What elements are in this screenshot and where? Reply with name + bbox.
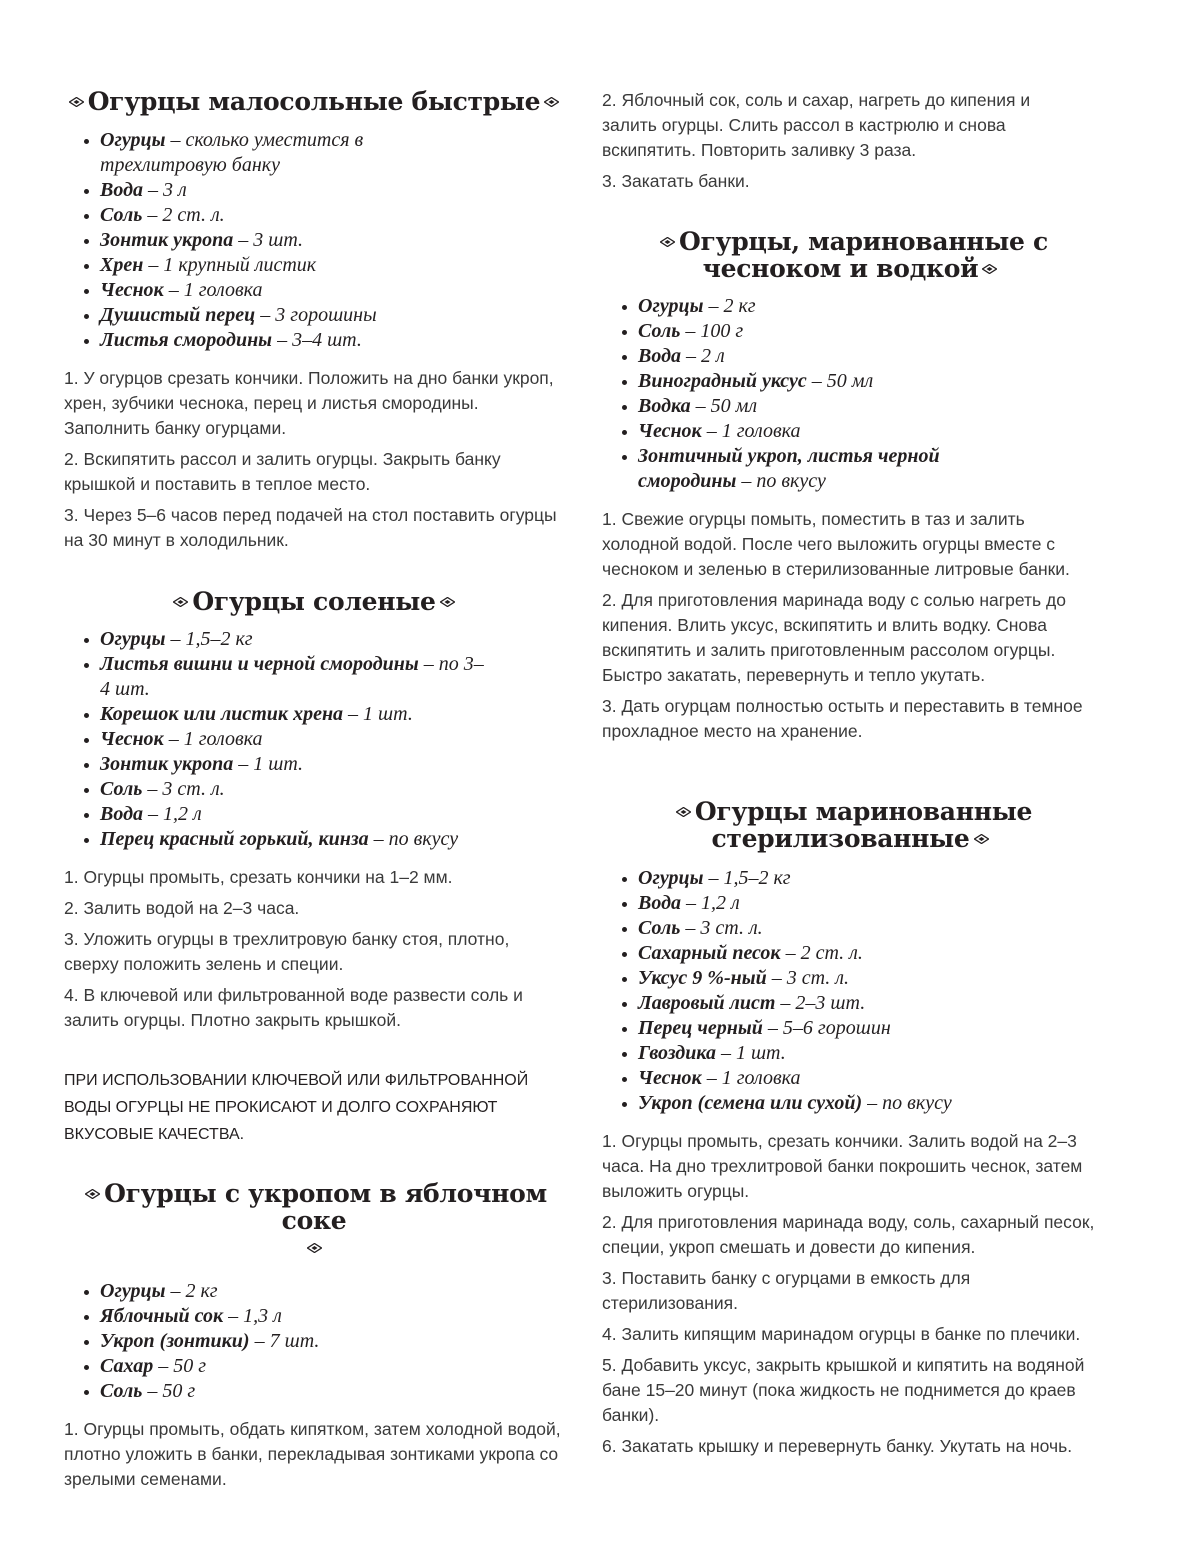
ingredient-item: Душистый перец – 3 горошины [84,303,384,328]
recipe-dill-apple-juice-continued [602,88,1082,200]
step: 1. Огурцы промыть, обдать кипятком, затем холодной водой, плотно уложить в банки, перекладывая зонтиками укропа со зрелыми семенами. [64,1419,561,1489]
ingredient-item: Огурцы – 2 кг [622,294,1002,319]
step: 3. Закатать банки. [602,171,750,191]
step: 3. Уложить огурцы в трехлитровую банку стоя, плотно, сверху положить зелень и специи. [64,929,510,974]
step: 3. Поставить банку с огурцами в емкость для стерилизования. [602,1268,971,1313]
step: 3. Дать огурцам полностью остыть и переставить в темное прохладное место на хранение. [602,696,1083,741]
step: 5. Добавить уксус, закрыть крышкой и кипятить на водяной бане 15–20 минут (пока жидкость не поднимется до краев банки). [602,1355,1085,1425]
ingredient-item: Огурцы – 1,5–2 кг [84,627,484,652]
steps [64,366,564,553]
ingredients-list [602,294,1002,494]
recipe-title: Огурцы, маринованные с чесноком и водкой [602,228,1102,282]
ingredient-item: Уксус 9 %-ный – 3 ст. л. [622,966,1102,991]
ingredient-item: Сахарный песок – 2 ст. л. [622,941,1102,966]
recipe-title: Огурцы маринованные стерилизованные [602,798,1102,852]
ingredient-item: Зонтичный укроп, листья черной смородины – по вкусу [622,444,1002,494]
ingredient-item: Лавровый лист – 2–3 шт. [622,991,1102,1016]
step: 2. Залить водой на 2–3 часа. [64,898,300,918]
ingredients-list [64,128,384,353]
ingredient-item: Огурцы – сколько уместится в трехлитровую банку [84,128,384,178]
step: 2. Яблочный сок, соль и сахар, нагреть до кипения и залить огурцы. Слить рассол в кастрюлю и снова вскипятить. Повторить заливку 3 раза. [602,90,1031,160]
ingredient-item: Перец красный горький, кинза – по вкусу [84,827,484,852]
ingredient-item: Укроп (зонтики) – 7 шт. [84,1329,564,1354]
steps [602,1129,1102,1459]
diamond-ornament-icon [85,1189,100,1199]
step: 6. Закатать крышку и перевернуть банку. Укутать на ночь. [602,1436,1073,1456]
recipe-salted [64,588,564,1148]
steps [64,865,564,1033]
diamond-ornament-icon [307,1243,322,1253]
ingredient-item: Яблочный сок – 1,3 л [84,1304,564,1329]
ingredient-item: Чеснок – 1 головка [622,419,1002,444]
ingredients-list [602,866,1102,1116]
ingredient-item: Корешок или листик хрена – 1 шт. [84,702,484,727]
ingredients-list [64,1279,564,1404]
step: 2. Для приготовления маринада воду, соль, сахарный песок, специи, укроп смешать и довести до кипения. [602,1212,1095,1257]
ingredient-item: Зонтик укропа – 1 шт. [84,752,484,777]
recipe-marinated-sterilized [602,798,1102,1465]
diamond-ornament-icon [660,237,675,247]
step: 2. Вскипятить рассол и залить огурцы. Закрыть банку крышкой и поставить в теплое место. [64,449,501,494]
recipe-marinated-garlic-vodka [602,228,1102,750]
ingredient-item: Чеснок – 1 головка [84,727,484,752]
step: 1. Огурцы промыть, срезать кончики на 1–2 мм. [64,867,453,887]
step: 1. Огурцы промыть, срезать кончики. Залить водой на 2–3 часа. На дно трехлитровой банки покрошить чеснок, затем выложить огурцы. [602,1131,1083,1201]
step: 3. Через 5–6 часов перед подачей на стол поставить огурцы на 30 минут в холодильник. [64,505,557,550]
ingredient-item: Укроп (семена или сухой) – по вкусу [622,1091,1102,1116]
recipe-title: Огурцы соленые [64,588,564,615]
diamond-ornament-icon [676,807,691,817]
ingredient-item: Огурцы – 1,5–2 кг [622,866,1102,891]
diamond-ornament-icon [440,597,455,607]
recipe-dill-apple-juice [64,1180,564,1498]
ingredient-item: Соль – 3 ст. л. [622,916,1102,941]
ingredient-item: Вода – 1,2 л [622,891,1102,916]
ingredient-item: Гвоздика – 1 шт. [622,1041,1102,1066]
ingredient-item: Чеснок – 1 головка [84,278,384,303]
ingredient-item: Соль – 100 г [622,319,1002,344]
diamond-ornament-icon [982,264,997,274]
recipe-title: Огурцы с укропом в яблочном соке [64,1180,564,1261]
recipe-quick-lightly-salted [64,88,564,559]
step: 4. В ключевой или фильтрованной воде развести соль и залить огурцы. Плотно закрыть крышкой. [64,985,523,1030]
ingredient-item: Соль – 3 ст. л. [84,777,484,802]
ingredient-item: Водка – 50 мл [622,394,1002,419]
diamond-ornament-icon [544,97,559,107]
ingredient-item: Вода – 3 л [84,178,384,203]
steps [602,88,1082,194]
ingredient-item: Соль – 2 ст. л. [84,203,384,228]
ingredient-item: Соль – 50 г [84,1379,564,1404]
ingredient-item: Хрен – 1 крупный листик [84,253,384,278]
ingredient-item: Вода – 1,2 л [84,802,484,827]
diamond-ornament-icon [69,97,84,107]
ingredient-item: Листья вишни и черной смородины – по 3–4 шт. [84,652,484,702]
ingredient-item: Вода – 2 л [622,344,1002,369]
ingredient-item: Чеснок – 1 головка [622,1066,1102,1091]
ingredient-item: Зонтик укропа – 3 шт. [84,228,384,253]
ingredient-item: Листья смородины – 3–4 шт. [84,328,384,353]
diamond-ornament-icon [173,597,188,607]
step: 1. У огурцов срезать кончики. Положить на дно банки укроп, хрен, зубчики чеснока, перец и листья смородины. Заполнить банку огурцами. [64,368,554,438]
steps [602,507,1102,744]
diamond-ornament-icon [974,834,989,844]
ingredient-item: Виноградный уксус – 50 мл [622,369,1002,394]
steps [64,1417,564,1492]
ingredient-item: Огурцы – 2 кг [84,1279,564,1304]
ingredient-item: Перец черный – 5–6 горошин [622,1016,1102,1041]
tip-note: ПРИ ИСПОЛЬЗОВАНИИ КЛЮЧЕВОЙ ИЛИ ФИЛЬТРОВАННОЙ ВОДЫ ОГУРЦЫ НЕ ПРОКИСАЮТ И ДОЛГО СОХРАНЯЮТ ВКУСОВЫЕ КАЧЕСТВА. [64,1072,529,1143]
ingredients-list [64,627,484,852]
step: 1. Свежие огурцы помыть, поместить в таз и залить холодной водой. После чего выложить огурцы вместе с чесноком и зеленью в стерилизованные литровые банки. [602,509,1070,579]
step: 4. Залить кипящим маринадом огурцы в банке по плечики. [602,1324,1081,1344]
recipe-title: Огурцы малосольные быстрые [64,88,564,115]
step: 2. Для приготовления маринада воду с солью нагреть до кипения. Влить уксус, вскипятить и влить водку. Снова вскипятить и залить приготовленным рассолом огурцы. Быстро закатать, перевернуть и тепло укутать. [602,590,1066,685]
ingredient-item: Сахар – 50 г [84,1354,564,1379]
